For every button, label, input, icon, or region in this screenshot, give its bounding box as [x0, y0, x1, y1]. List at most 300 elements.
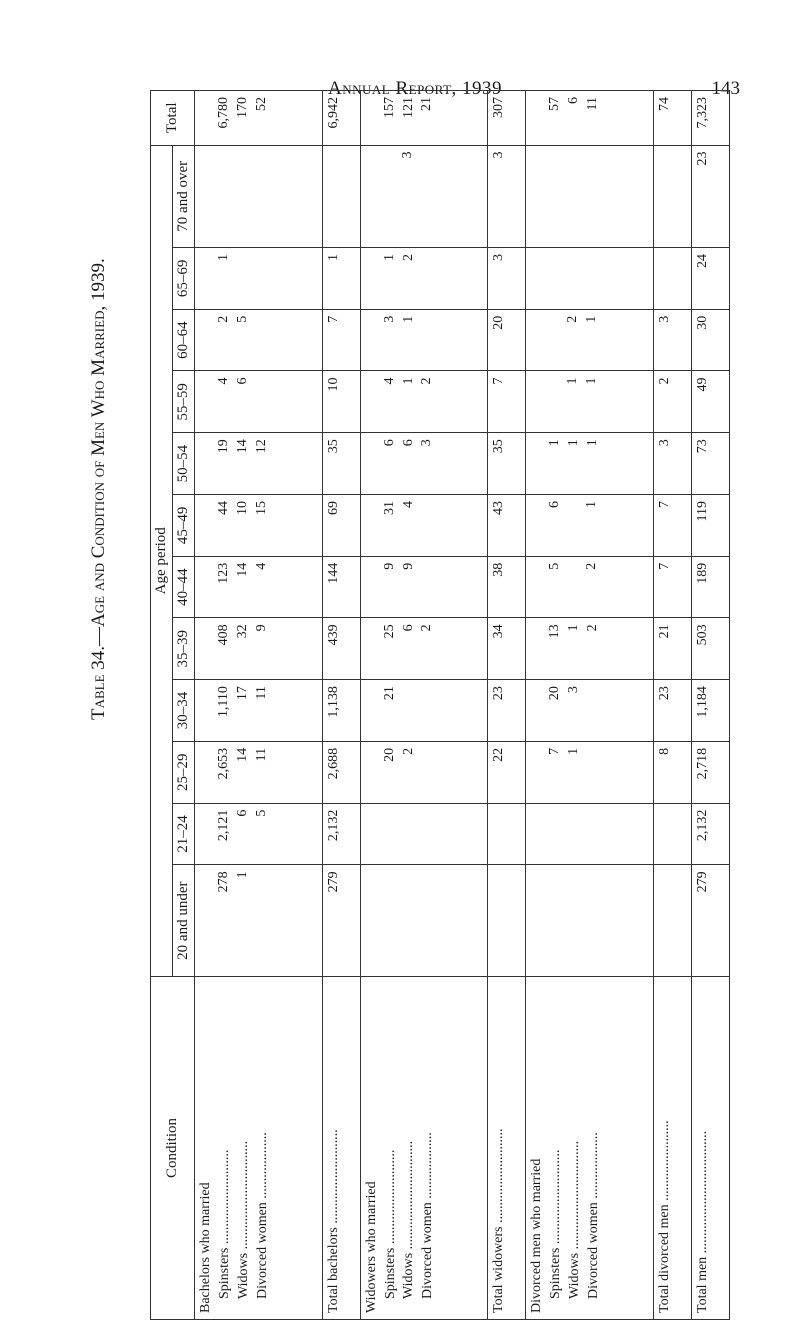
page-number: 143 — [711, 78, 740, 99]
value — [546, 810, 564, 859]
value-cell — [195, 741, 323, 803]
value: 278 — [216, 871, 231, 893]
value: 12 — [253, 439, 269, 454]
value-cell — [195, 803, 323, 865]
value — [381, 871, 399, 970]
condition-label: Total widowers ........................... — [491, 1128, 507, 1313]
value — [363, 152, 381, 241]
table-row — [654, 91, 692, 1320]
table-row — [195, 91, 323, 1320]
value — [582, 152, 600, 241]
value — [528, 810, 546, 859]
value — [418, 501, 436, 550]
value: 1,184 — [695, 686, 711, 718]
value-cell — [526, 248, 654, 310]
running-title: Annual Report, 1939 — [327, 78, 503, 99]
value: 7 — [657, 500, 673, 508]
age-header: 70 and over — [173, 145, 195, 247]
value: 3 — [419, 439, 435, 447]
value — [363, 871, 381, 970]
value-cell — [488, 741, 526, 803]
value-cell — [322, 556, 360, 618]
value — [528, 152, 546, 241]
condition-header: Condition — [151, 977, 195, 1320]
value: 7 — [491, 377, 507, 385]
value: 1 — [584, 377, 600, 385]
condition-label: Divorced women ................... — [586, 1132, 602, 1299]
total-cell — [692, 91, 730, 146]
value: 25 — [381, 624, 397, 639]
table-row — [488, 91, 526, 1320]
value — [400, 686, 418, 735]
table-row — [526, 91, 654, 1320]
value-cell — [654, 803, 692, 865]
value: 6 — [547, 500, 563, 508]
value-cell — [526, 618, 654, 680]
age-header: 21–24 — [173, 803, 195, 865]
value — [363, 810, 381, 859]
value — [253, 316, 271, 365]
value-cell — [322, 865, 360, 977]
value — [565, 501, 583, 550]
value — [564, 810, 582, 859]
value — [417, 871, 435, 970]
table-caption: Table 34.—Age and Condition of Men Who Married, 1939. — [88, 258, 109, 720]
value: 1 — [234, 871, 250, 879]
value-cell — [488, 803, 526, 865]
age-header: 35–39 — [173, 618, 195, 680]
value: 3 — [399, 151, 415, 159]
value-cell — [322, 680, 360, 742]
value — [582, 810, 600, 859]
value-cell — [692, 803, 730, 865]
value — [363, 624, 381, 673]
value-cell — [488, 556, 526, 618]
value-cell — [488, 494, 526, 556]
value — [197, 563, 215, 612]
value: 3 — [566, 686, 582, 694]
value-cell — [322, 248, 360, 310]
condition-cell — [654, 977, 692, 1320]
condition-cell — [322, 977, 360, 1320]
value-cell — [654, 145, 692, 247]
value: 3 — [381, 315, 397, 323]
value: 20 — [381, 747, 397, 762]
value: 14 — [234, 747, 250, 762]
value-cell — [195, 371, 323, 433]
value — [197, 254, 215, 303]
value: 43 — [491, 500, 507, 515]
value: 1 — [547, 439, 563, 447]
value-cell — [322, 145, 360, 247]
value-cell — [654, 680, 692, 742]
value: 2 — [419, 624, 435, 632]
header-row-1 — [151, 91, 173, 1320]
value: 123 — [216, 562, 231, 584]
value: 2 — [585, 624, 601, 632]
value-cell — [195, 680, 323, 742]
value-cell — [654, 309, 692, 371]
value: 1,110 — [216, 686, 231, 718]
value: 2 — [419, 377, 435, 385]
condition-label: Spinsters ........................... — [216, 1149, 232, 1299]
age-header: 40–44 — [173, 556, 195, 618]
value-cell — [195, 494, 323, 556]
value — [528, 624, 546, 673]
value: 1 — [400, 377, 416, 385]
value-cell — [488, 680, 526, 742]
value-cell — [360, 618, 488, 680]
value-cell — [360, 680, 488, 742]
condition-label: Widows ............................... — [235, 1140, 251, 1299]
value-cell — [322, 494, 360, 556]
value: 1 — [381, 254, 397, 262]
value-cell — [488, 433, 526, 495]
value: 21 — [381, 686, 397, 701]
value — [363, 748, 381, 797]
value: 24 — [695, 254, 711, 269]
value — [399, 871, 417, 970]
value: 144 — [325, 562, 341, 584]
value: 119 — [695, 500, 711, 522]
value — [582, 871, 600, 970]
value-cell — [488, 309, 526, 371]
value-cell — [360, 865, 488, 977]
value-cell — [526, 556, 654, 618]
value — [565, 563, 583, 612]
value — [234, 254, 252, 303]
age-header: 25–29 — [173, 741, 195, 803]
value-cell — [195, 618, 323, 680]
condition-label: Widows ............................... — [567, 1140, 583, 1299]
total-value: 11 — [585, 97, 601, 111]
total-value: 6 — [566, 97, 582, 104]
value — [233, 152, 251, 241]
value — [197, 439, 215, 488]
value — [528, 377, 546, 426]
value: 2 — [657, 377, 673, 385]
value — [197, 152, 215, 241]
value-cell — [488, 865, 526, 977]
value — [253, 871, 271, 970]
value — [363, 563, 381, 612]
value: 35 — [325, 439, 341, 454]
value — [528, 563, 546, 612]
value — [584, 748, 602, 797]
value: 34 — [491, 624, 507, 639]
value: 11 — [253, 686, 269, 700]
value: 7 — [547, 747, 563, 755]
value — [564, 254, 582, 303]
value: 4 — [381, 377, 397, 385]
condition-label: Widowers who married — [363, 1181, 379, 1313]
value — [197, 748, 215, 797]
value-cell — [526, 741, 654, 803]
value — [197, 377, 215, 426]
value — [528, 439, 546, 488]
condition-label: Widows ............................... — [401, 1140, 417, 1299]
value-cell — [322, 741, 360, 803]
value: 19 — [216, 439, 231, 454]
value: 279 — [695, 871, 711, 893]
value-cell — [322, 433, 360, 495]
value — [363, 316, 381, 365]
value — [656, 152, 674, 241]
value — [197, 624, 215, 673]
value: 1 — [566, 747, 582, 755]
value: 1 — [325, 254, 341, 262]
value: 23 — [491, 686, 507, 701]
value: 31 — [381, 500, 397, 515]
value — [656, 254, 674, 303]
value: 1 — [400, 315, 416, 323]
value — [546, 152, 564, 241]
age-header: 50–54 — [173, 433, 195, 495]
value-cell — [360, 248, 488, 310]
value — [582, 254, 600, 303]
value: 3 — [657, 315, 673, 323]
age-header: 45–49 — [173, 494, 195, 556]
marriage-table — [150, 90, 730, 1320]
value: 6 — [400, 439, 416, 447]
value — [215, 152, 233, 241]
value-cell — [692, 680, 730, 742]
value-cell — [360, 494, 488, 556]
value-cell — [654, 741, 692, 803]
value-cell — [692, 145, 730, 247]
value-cell — [692, 556, 730, 618]
value-cell — [360, 556, 488, 618]
total-cell — [360, 91, 488, 146]
total-value: 157 — [381, 97, 397, 118]
value-cell — [526, 680, 654, 742]
total-cell — [526, 91, 654, 146]
value: 2,653 — [216, 747, 231, 780]
value-cell — [488, 618, 526, 680]
value: 14 — [234, 439, 250, 454]
value-cell — [654, 618, 692, 680]
value: 503 — [695, 624, 711, 646]
total-value: 6,942 — [325, 97, 341, 129]
value-cell — [360, 741, 488, 803]
value: 8 — [657, 747, 673, 755]
value — [363, 377, 381, 426]
value — [528, 686, 546, 735]
value-cell — [360, 309, 488, 371]
value: 13 — [547, 624, 563, 639]
value: 1 — [584, 500, 600, 508]
value: 3 — [491, 254, 507, 262]
value-cell — [360, 371, 488, 433]
value: 2 — [216, 315, 231, 323]
value — [528, 748, 546, 797]
value — [363, 439, 381, 488]
value: 2 — [400, 747, 416, 755]
value: 2,132 — [695, 809, 711, 842]
value-cell — [654, 556, 692, 618]
age-header: 55–59 — [173, 371, 195, 433]
condition-label: Divorced women ................... — [420, 1132, 436, 1299]
value-cell — [526, 433, 654, 495]
total-value: 6,780 — [216, 97, 231, 129]
table-body — [195, 91, 730, 1320]
total-cell — [322, 91, 360, 146]
value — [363, 501, 381, 550]
value — [418, 748, 436, 797]
table-container — [150, 90, 730, 1320]
value: 279 — [325, 871, 341, 893]
value-cell — [195, 309, 323, 371]
condition-label: Bachelors who married — [198, 1182, 213, 1313]
total-value: 121 — [400, 97, 416, 118]
value-cell — [692, 433, 730, 495]
age-header: 30–34 — [173, 680, 195, 742]
value-cell — [360, 803, 488, 865]
value-cell — [526, 494, 654, 556]
value: 2,132 — [325, 809, 341, 842]
value: 2,121 — [216, 809, 231, 842]
value — [197, 501, 215, 550]
value-cell — [322, 371, 360, 433]
value-cell — [195, 556, 323, 618]
total-value — [197, 97, 215, 139]
value: 69 — [325, 500, 341, 515]
value: 6 — [400, 624, 416, 632]
value — [363, 254, 381, 303]
value-cell — [692, 618, 730, 680]
total-cell — [654, 91, 692, 146]
total-value: 170 — [234, 97, 250, 118]
value: 9 — [381, 562, 397, 570]
value: 408 — [216, 624, 231, 646]
value — [546, 377, 564, 426]
value — [490, 871, 508, 970]
value: 22 — [491, 747, 507, 762]
total-value: 7,323 — [695, 97, 711, 129]
value: 10 — [325, 377, 341, 392]
table-row — [322, 91, 360, 1320]
value: 5 — [253, 809, 269, 817]
value: 15 — [253, 500, 269, 515]
value — [528, 254, 546, 303]
total-value: 21 — [419, 97, 435, 111]
value-cell — [195, 433, 323, 495]
value-cell — [195, 248, 323, 310]
value — [528, 501, 546, 550]
value — [251, 152, 269, 241]
value-cell — [360, 433, 488, 495]
table-row — [692, 91, 730, 1320]
value — [253, 377, 271, 426]
value-cell — [526, 371, 654, 433]
value: 6 — [234, 377, 250, 385]
value: 32 — [234, 624, 250, 639]
value-cell — [526, 309, 654, 371]
value: 5 — [547, 562, 563, 570]
value: 4 — [216, 377, 231, 385]
value: 49 — [695, 377, 711, 392]
total-cell — [488, 91, 526, 146]
value — [546, 871, 564, 970]
value: 1 — [565, 377, 581, 385]
value-cell — [195, 145, 323, 247]
value: 2,718 — [695, 747, 711, 780]
value-cell — [654, 494, 692, 556]
value: 35 — [491, 439, 507, 454]
value: 3 — [657, 439, 673, 447]
total-value — [528, 97, 546, 139]
value-cell — [654, 433, 692, 495]
value — [197, 871, 215, 970]
value: 4 — [253, 562, 269, 570]
value-cell — [692, 865, 730, 977]
condition-cell — [692, 977, 730, 1320]
total-cell — [195, 91, 323, 146]
value — [418, 152, 436, 241]
value-cell — [526, 803, 654, 865]
value — [381, 810, 399, 859]
total-header: Total — [151, 91, 195, 146]
value: 189 — [695, 562, 711, 584]
value: 439 — [325, 624, 341, 646]
condition-label: Spinsters ........................... — [548, 1149, 564, 1299]
value: 9 — [253, 624, 269, 632]
value — [546, 254, 564, 303]
age-header: 60–64 — [173, 309, 195, 371]
value — [418, 316, 436, 365]
condition-cell — [526, 977, 654, 1320]
value: 44 — [216, 500, 231, 515]
value — [656, 871, 674, 970]
value: 6 — [234, 809, 250, 817]
value-cell — [322, 309, 360, 371]
value — [363, 686, 381, 735]
value — [528, 316, 546, 365]
value: 23 — [657, 686, 673, 701]
value-cell — [526, 145, 654, 247]
value: 17 — [234, 686, 250, 701]
table-caption-wrap — [88, 258, 118, 720]
value-cell — [654, 371, 692, 433]
condition-label: Spinsters ........................... — [382, 1149, 398, 1299]
value: 20 — [547, 686, 563, 701]
value: 14 — [234, 562, 250, 577]
value-cell — [488, 145, 526, 247]
value — [564, 152, 582, 241]
value-cell — [488, 248, 526, 310]
value-cell — [692, 494, 730, 556]
value: 21 — [657, 624, 673, 639]
value — [399, 810, 417, 859]
total-value: 57 — [547, 97, 563, 111]
value-cell — [692, 371, 730, 433]
total-value: 307 — [491, 97, 507, 118]
value: 1 — [216, 254, 231, 262]
value: 11 — [253, 747, 269, 762]
total-value: 52 — [253, 97, 269, 111]
value — [197, 810, 215, 859]
value: 30 — [695, 315, 711, 330]
value-cell — [360, 145, 488, 247]
value — [197, 316, 215, 365]
value: 10 — [234, 500, 250, 515]
value-cell — [654, 248, 692, 310]
value: 2,688 — [325, 747, 341, 780]
value: 1 — [584, 315, 600, 323]
condition-label: Total bachelors ........................... — [325, 1129, 341, 1313]
value — [252, 254, 270, 303]
value — [417, 810, 435, 859]
